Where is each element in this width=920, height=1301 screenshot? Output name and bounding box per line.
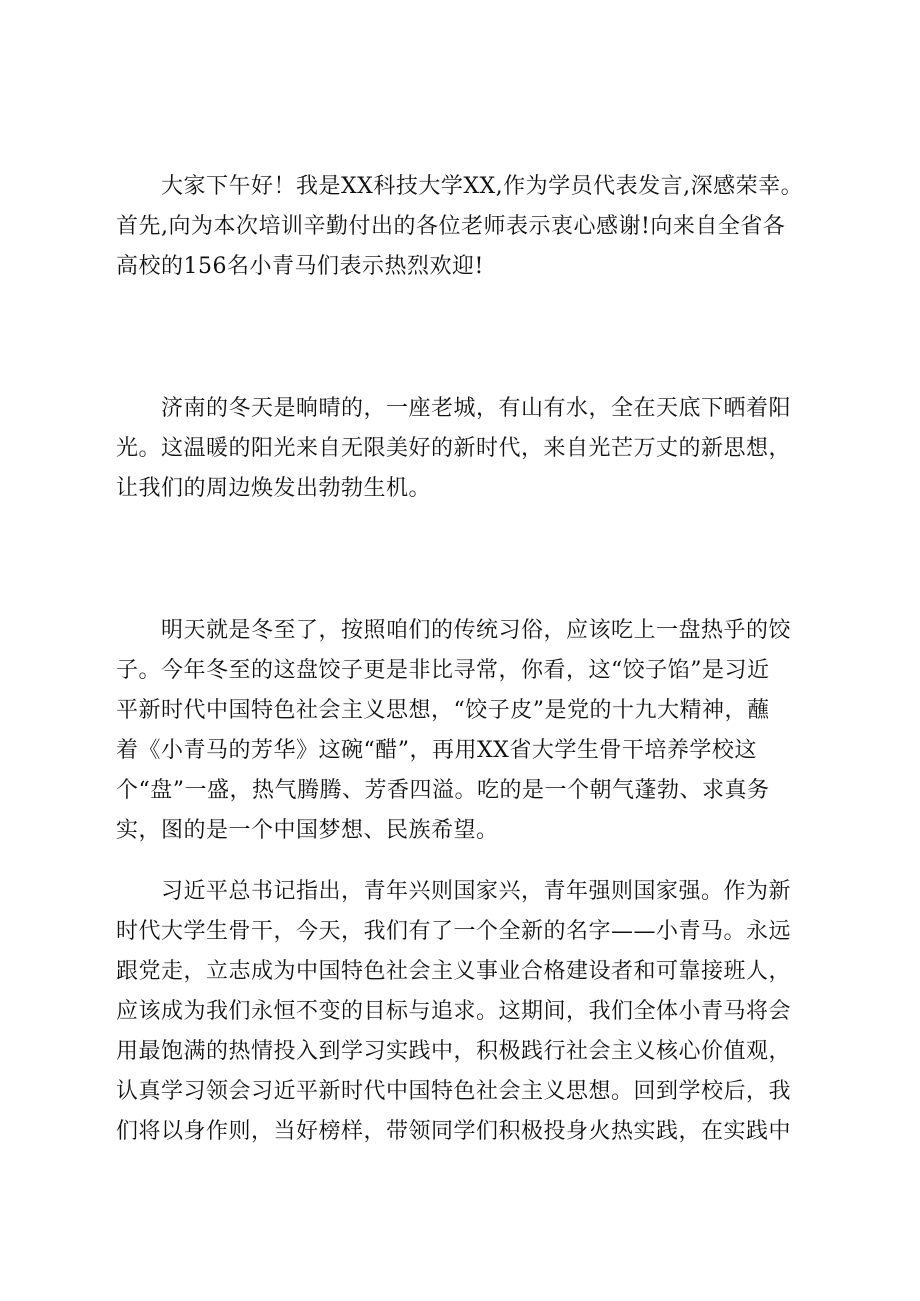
text-line: 习近平总书记指出，青年兴则国家兴，青年强则国家强。作为新 [116,879,792,904]
text-line: 跟党走，立志成为中国特色社会主义事业合格建设者和可靠接班人， [116,959,792,984]
text-line: 光。这温暖的阳光来自无限美好的新时代，来自光芒万丈的新思想， [116,436,792,461]
text-line: 济南的冬天是晌晴的，一座老城，有山有水，全在天底下晒着阳 [116,396,792,421]
text-line: 平新时代中国特色社会主义思想，“饺子皮”是党的十九大精神，蘸 [116,698,770,723]
text-line: 大家下午好！我是XX科技大学XX,作为学员代表发言,深感荣幸。 [116,174,804,199]
text-line: 个“盘”一盛，热气腾腾、芳香四溢。吃的是一个朝气蓬勃、求真务 [116,778,770,803]
text-line: 们将以身作则，当好榜样，带领同学们积极投身火热实践，在实践中 [116,1119,792,1144]
text-line: 高校的156名小青马们表示热烈欢迎! [116,254,484,279]
text-line: 认真学习领会习近平新时代中国特色社会主义思想。回到学校后，我 [116,1079,792,1104]
text-line: 明天就是冬至了，按照咱们的传统习俗，应该吃上一盘热乎的饺 [116,618,792,643]
text-line: 用最饱满的热情投入到学习实践中，积极践行社会主义核心价值观， [116,1039,792,1064]
paragraph-greeting [116,167,836,287]
paragraph-jinan-winter [116,389,836,509]
text-line: 子。今年冬至的这盘饺子更是非比寻常，你看，这“饺子馅”是习近 [116,658,770,683]
text-line: 让我们的周边焕发出勃勃生机。 [116,476,432,501]
text-line: 着《小青马的芳华》这碗“醋”，再用XX省大学生骨干培养学校这 [116,738,757,763]
paragraph-dumplings [116,611,836,851]
paragraph-youth [116,872,836,1152]
text-line: 实，图的是一个中国梦想、民族希望。 [116,818,499,843]
text-line: 首先,向为本次培训辛勤付出的各位老师表示衷心感谢!向来自全省各 [116,214,786,239]
text-line: 应该成为我们永恒不变的目标与追求。这期间，我们全体小青马将会 [116,999,792,1024]
text-line: 时代大学生骨干，今天，我们有了一个全新的名字——小青马。永远 [116,919,792,944]
